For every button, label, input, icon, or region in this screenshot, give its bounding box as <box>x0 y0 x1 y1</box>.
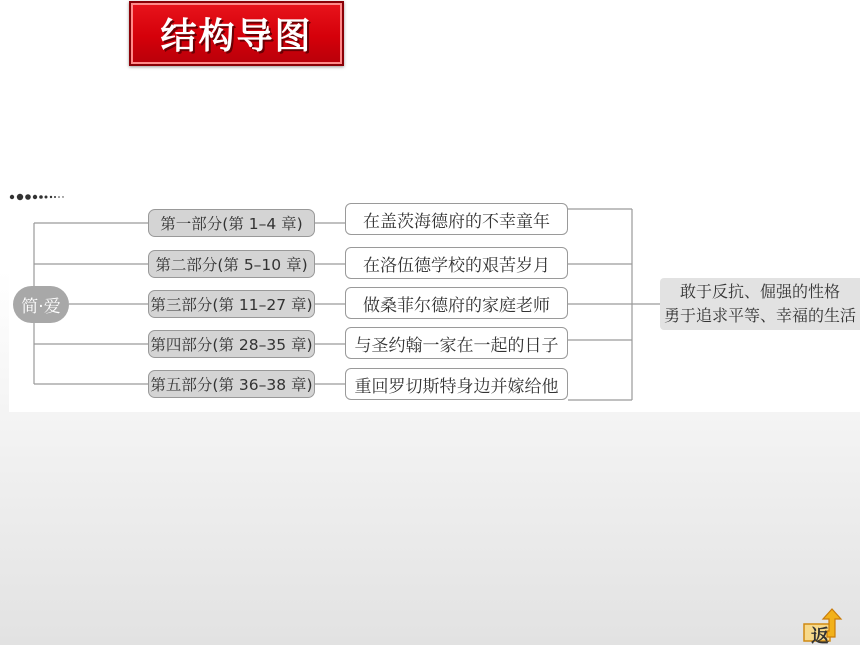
mindmap-panel <box>9 193 860 412</box>
back-button[interactable] <box>803 607 849 647</box>
section-title <box>129 1 344 66</box>
theme-line-1: 敢于反抗、倔强的性格 <box>679 282 840 301</box>
part-node-1: 第一部分(第 1–4 章) <box>148 209 315 237</box>
theme-node <box>660 278 860 330</box>
event-node-1: 在盖茨海德府的不幸童年 <box>345 203 568 235</box>
back-label: 返 <box>811 626 829 647</box>
part-node-3: 第三部分(第 11–27 章) <box>148 290 315 318</box>
event-node-3: 做桑菲尔德府的家庭老师 <box>345 287 568 319</box>
theme-line-2: 勇于追求平等、幸福的生活 <box>663 306 856 325</box>
section-title-text: 结构导图 <box>160 16 313 57</box>
mindmap-root-node: 简·爱 <box>13 286 69 323</box>
event-node-5: 重回罗切斯特身边并嫁给他 <box>345 368 568 400</box>
event-node-2: 在洛伍德学校的艰苦岁月 <box>345 247 568 279</box>
part-node-5: 第五部分(第 36–38 章) <box>148 370 315 398</box>
part-node-2: 第二部分(第 5–10 章) <box>148 250 315 278</box>
event-node-4: 与圣约翰一家在一起的日子 <box>345 327 568 359</box>
part-node-4: 第四部分(第 28–35 章) <box>148 330 315 358</box>
